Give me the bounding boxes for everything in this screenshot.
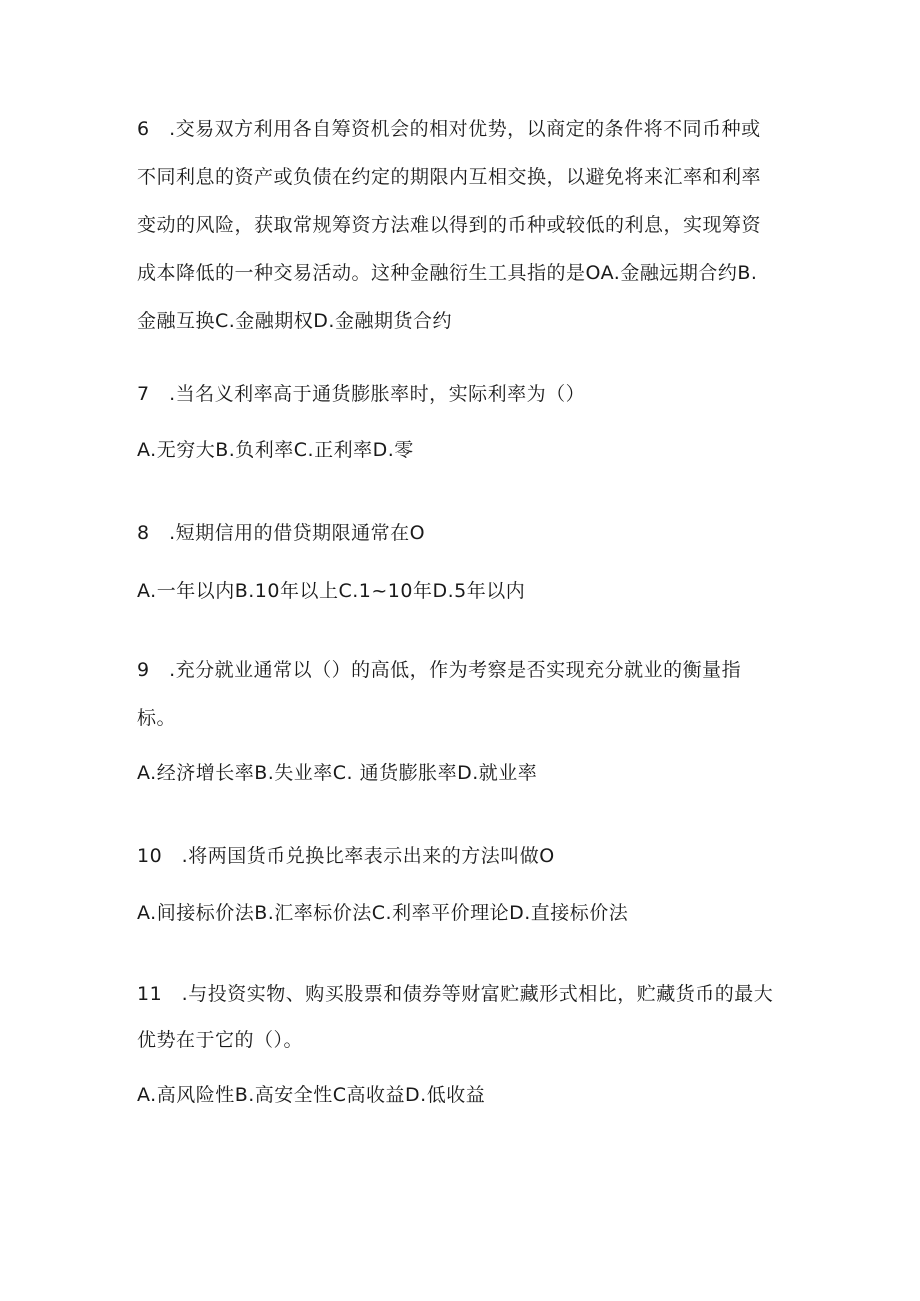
q9-options: A.经济增长率B.失业率C. 通货膨胀率D.就业率 xyxy=(137,762,538,784)
q6-line-2: 不同利息的资产或负债在约定的期限内互相交换，以避免将来汇率和利率 xyxy=(137,166,762,188)
q9-line-1: 9 .充分就业通常以（）的高低，作为考察是否实现充分就业的衡量指 xyxy=(137,659,742,681)
q6-line-1: 6 .交易双方利用各自筹资机会的相对优势，以商定的条件将不同币种或 xyxy=(137,118,761,140)
q6-line-3: 变动的风险，获取常规筹资方法难以得到的币种或较低的利息，实现筹资 xyxy=(137,214,762,236)
q9-line-2: 标。 xyxy=(137,707,177,729)
q10-options: A.间接标价法B.汇率标价法C.利率平价理论D.直接标价法 xyxy=(137,902,629,924)
q11-line-1: 11 .与投资实物、购买股票和债券等财富贮藏形式相比，贮藏货币的最大 xyxy=(137,983,774,1005)
q7-stem: 7 .当名义利率高于通货膨胀率时，实际利率为（） xyxy=(137,383,586,405)
q8-stem: 8 .短期信用的借贷期限通常在O xyxy=(137,522,426,544)
q11-options: A.高风险性B.高安全性C高收益D.低收益 xyxy=(137,1084,486,1106)
q11-line-2: 优势在于它的（）。 xyxy=(137,1029,304,1051)
q8-options: A.一年以内B.10年以上C.1~10年D.5年以内 xyxy=(137,580,526,602)
q7-options: A.无穷大B.负利率C.正利率D.零 xyxy=(137,439,414,461)
q6-line-5: 金融互换C.金融期权D.金融期货合约 xyxy=(137,310,452,332)
q10-stem: 10 .将两国货币兑换比率表示出来的方法叫做O xyxy=(137,845,555,867)
q6-line-4: 成本降低的一种交易活动。这种金融衍生工具指的是OA.金融远期合约B. xyxy=(137,262,758,284)
